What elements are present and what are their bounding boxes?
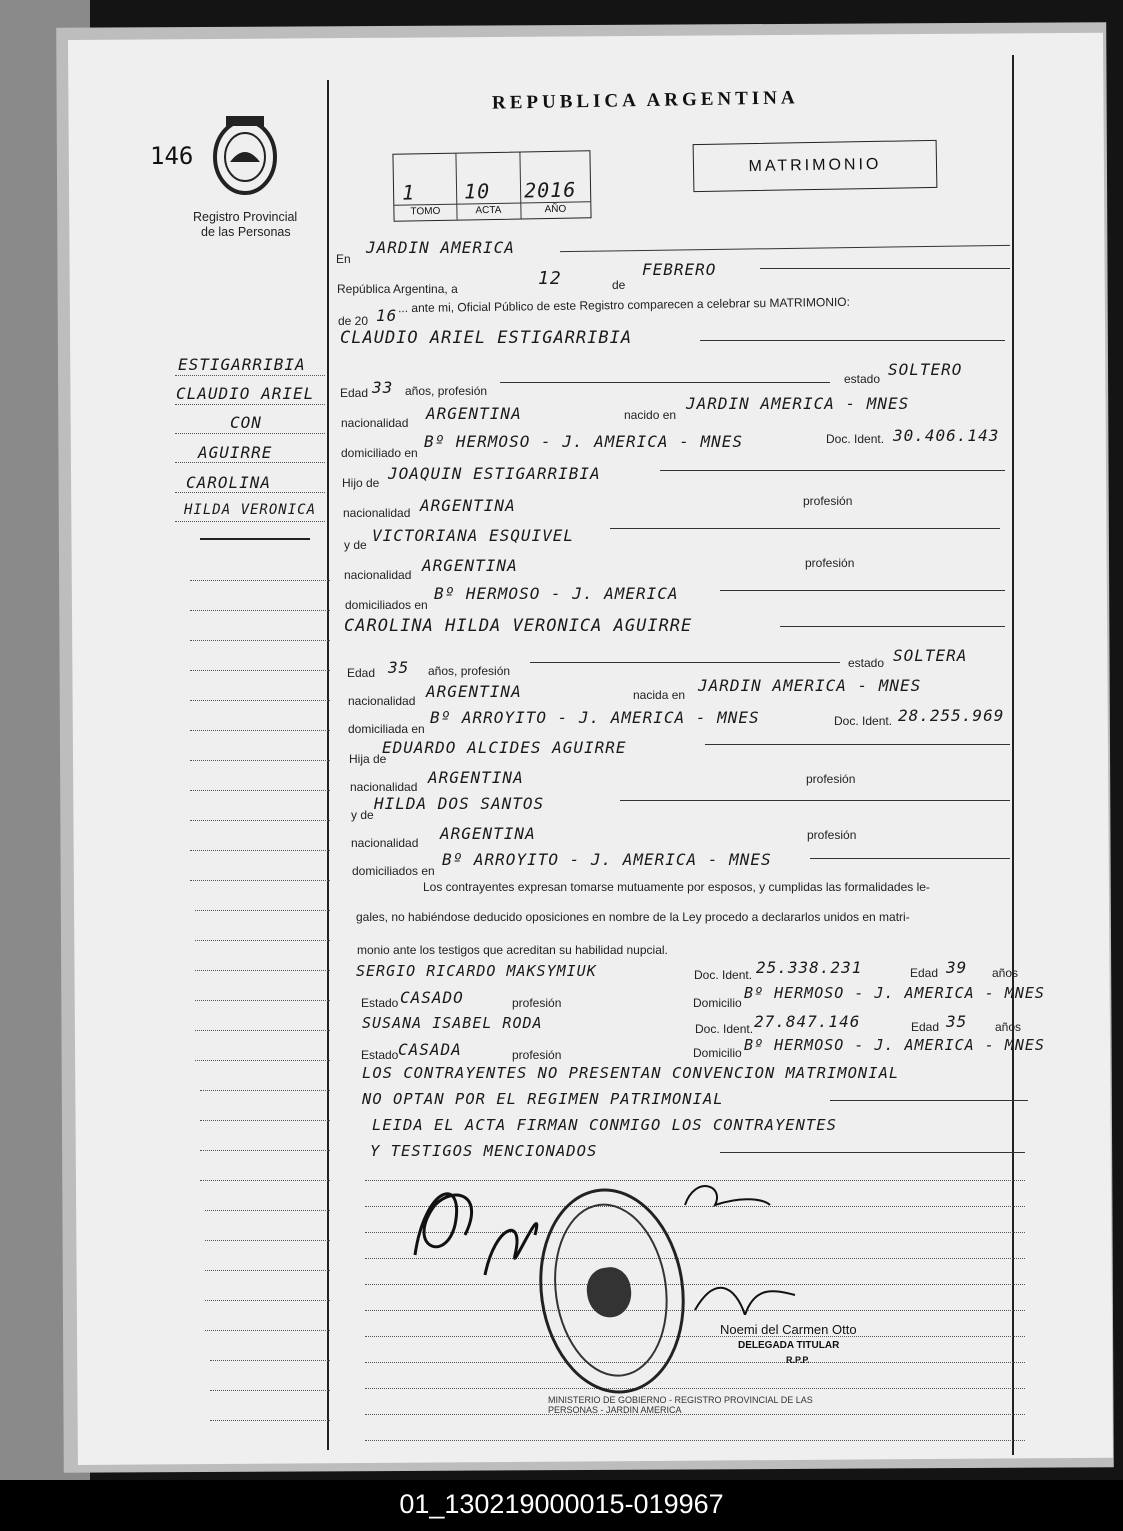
note-line: NO OPTAN POR EL REGIMEN PATRIMONIAL <box>362 1090 724 1108</box>
label-doc-ident: Doc. Ident. <box>826 432 885 446</box>
margin-note-line: HILDA VERONICA <box>184 502 317 518</box>
margin-note-line: ESTIGARRIBIA <box>178 355 306 374</box>
label-profesion: profesión <box>807 828 857 842</box>
year-value: 16 <box>376 306 398 325</box>
margin-note-line: CLAUDIO ARIEL <box>176 384 315 403</box>
label-domiciliados-en: domiciliados en <box>345 598 428 612</box>
label-y-de: y de <box>344 538 367 552</box>
label-de: de <box>612 278 626 292</box>
margin-note-line: CON <box>230 413 262 432</box>
fill-line <box>705 744 1010 745</box>
groom-father-nationality: ARGENTINA <box>420 496 516 515</box>
label-en: En <box>336 252 351 266</box>
witness1-age: 39 <box>946 958 968 977</box>
label-estado-cap: Estado <box>361 1048 399 1062</box>
groom-document: 30.406.143 <box>893 426 1000 445</box>
official-title: DELEGADA TITULAR <box>738 1340 840 1351</box>
witness1-name: SERGIO RICARDO MAKSYMIUK <box>356 962 597 980</box>
fill-line <box>720 1152 1025 1153</box>
bride-document: 28.255.969 <box>898 706 1005 725</box>
day-value: 12 <box>538 268 562 289</box>
fill-line <box>780 626 1005 627</box>
note-line: LEIDA EL ACTA FIRMAN CONMIGO LOS CONTRAYENTES <box>372 1116 837 1134</box>
groom-parents-address: Bº HERMOSO - J. AMERICA <box>434 584 679 603</box>
fill-line <box>720 590 1005 591</box>
label-de-year: de 20 <box>338 314 369 328</box>
witness1-status: CASADO <box>400 988 464 1007</box>
note-line: LOS CONTRAYENTES NO PRESENTAN CONVENCION MATRIMONIAL <box>362 1064 900 1082</box>
declaration-line: Los contrayentes expresan tomarse mutuamente por esposos, y cumplidas las formalidades le- <box>423 880 930 894</box>
label-estado: estado <box>844 372 881 386</box>
label-nacionalidad: nacionalidad <box>343 506 411 520</box>
label-domicilio: Domicilio <box>693 996 742 1010</box>
groom-address: Bº HERMOSO - J. AMERICA - MNES <box>424 432 743 451</box>
registry-name-2: de las Personas <box>201 225 291 239</box>
bride-mother-nationality: ARGENTINA <box>440 824 536 843</box>
act-number-box <box>392 150 591 221</box>
bride-birthplace: JARDIN AMERICA - MNES <box>698 676 922 695</box>
acta-value: 10 <box>463 179 491 204</box>
label-hijo-de: Hijo de <box>342 476 380 490</box>
fill-line <box>530 662 840 663</box>
groom-marital-status: SOLTERO <box>888 360 963 379</box>
provincial-shield-icon <box>208 112 282 198</box>
place-value: JARDIN AMERICA <box>366 238 515 257</box>
label-domiciliados-en: domiciliados en <box>352 864 435 878</box>
witness1-address: Bº HERMOSO - J. AMERICA - MNES <box>744 984 1045 1002</box>
groom-birthplace: JARDIN AMERICA - MNES <box>686 394 910 413</box>
margin-note-underline <box>200 538 310 540</box>
label-comparecen: ... ante mi, Oficial Público de este Registro comparecen a celebrar su MATRIMONIO: <box>397 294 851 316</box>
witness1-document: 25.338.231 <box>756 958 863 977</box>
label-anios-profesion: años, profesión <box>405 384 488 398</box>
label-profesion: profesión <box>806 772 856 786</box>
page-number: 146 <box>150 142 194 170</box>
label-nacionalidad: nacionalidad <box>350 780 418 794</box>
label-nacida-en: nacida en <box>633 688 686 702</box>
bride-father-nationality: ARGENTINA <box>428 768 524 787</box>
stamp-text: MINISTERIO DE GOBIERNO - REGISTRO PROVINCIAL DE LAS PERSONAS - JARDIN AMERICA <box>548 1395 813 1415</box>
margin-note-line: CAROLINA <box>186 473 272 492</box>
declaration-line: gales, no habiéndose deducido oposiciones en nombre de la Ley procedo a declararlos unidos en matri- <box>356 910 910 924</box>
groom-mother: VICTORIANA ESQUIVEL <box>372 526 575 545</box>
label-nacionalidad: nacionalidad <box>348 694 416 708</box>
label-anios: años <box>992 966 1019 980</box>
bride-name: CAROLINA HILDA VERONICA AGUIRRE <box>344 616 693 636</box>
witness2-status: CASADA <box>398 1040 462 1059</box>
official-subtitle: R.P.P. <box>786 1355 810 1365</box>
groom-age: 33 <box>372 378 394 397</box>
official-name: Noemi del Carmen Otto <box>720 1322 857 1337</box>
witness2-age: 35 <box>946 1012 968 1031</box>
bride-address: Bº ARROYITO - J. AMERICA - MNES <box>430 708 760 727</box>
groom-mother-nationality: ARGENTINA <box>422 556 518 575</box>
label-edad: Edad <box>910 966 939 980</box>
label-domiciliado-en: domiciliado en <box>341 446 418 460</box>
witness2-document: 27.847.146 <box>754 1012 861 1031</box>
label-edad: Edad <box>340 386 369 400</box>
month-value: FEBRERO <box>642 260 717 279</box>
bride-parents-address: Bº ARROYITO - J. AMERICA - MNES <box>442 850 772 869</box>
registry-name-1: Registro Provincial <box>193 210 298 224</box>
fill-line <box>760 268 1010 269</box>
fill-line <box>830 1100 1028 1101</box>
label-estado: estado <box>848 656 885 670</box>
witness2-name: SUSANA ISABEL RODA <box>362 1014 543 1032</box>
bride-mother: HILDA DOS SANTOS <box>374 794 545 813</box>
right-border <box>1012 55 1014 1455</box>
act-type-box: MATRIMONIO <box>693 140 938 192</box>
label-profesion: profesión <box>512 1048 562 1062</box>
note-line: Y TESTIGOS MENCIONADOS <box>370 1142 598 1160</box>
label-anios: años <box>995 1020 1022 1034</box>
label-domicilio: Domicilio <box>693 1046 742 1060</box>
margin-note-line: AGUIRRE <box>198 443 273 462</box>
fill-line <box>700 340 1005 341</box>
file-caption: 01_130219000015-019967 <box>0 1480 1123 1531</box>
fill-line <box>660 470 1005 471</box>
label-y-de: y de <box>351 808 374 822</box>
column-divider <box>327 80 329 1450</box>
bride-nationality: ARGENTINA <box>426 682 522 701</box>
groom-nationality: ARGENTINA <box>426 404 522 423</box>
groom-name: CLAUDIO ARIEL ESTIGARRIBIA <box>340 328 633 348</box>
bride-age: 35 <box>388 658 410 677</box>
groom-father: JOAQUIN ESTIGARRIBIA <box>388 464 601 483</box>
tomo-value: 1 <box>401 180 416 205</box>
label-domiciliada-en: domiciliada en <box>348 722 425 736</box>
label-profesion: profesión <box>803 494 853 508</box>
acta-label: ACTA <box>475 204 502 217</box>
label-doc-ident: Doc. Ident. <box>694 968 753 982</box>
bride-marital-status: SOLTERA <box>893 646 968 665</box>
label-edad: Edad <box>347 666 376 680</box>
label-nacido-en: nacido en <box>624 408 677 422</box>
fill-line <box>620 800 1010 801</box>
anio-value: 2016 <box>523 177 577 203</box>
fill-line <box>610 528 1000 529</box>
label-hija-de: Hija de <box>349 752 387 766</box>
label-doc-ident: Doc. Ident. <box>834 714 893 728</box>
bride-father: EDUARDO ALCIDES AGUIRRE <box>382 738 627 757</box>
label-nacionalidad: nacionalidad <box>344 568 412 582</box>
tomo-label: TOMO <box>410 205 441 218</box>
label-republica: República Argentina, a <box>337 282 458 296</box>
label-profesion: profesión <box>805 556 855 570</box>
label-profesion: profesión <box>512 996 562 1010</box>
witness2-address: Bº HERMOSO - J. AMERICA - MNES <box>744 1036 1045 1054</box>
label-estado-cap: Estado <box>361 996 399 1010</box>
country-title: REPUBLICA ARGENTINA <box>491 87 799 114</box>
label-nacionalidad: nacionalidad <box>351 836 419 850</box>
label-nacionalidad: nacionalidad <box>341 416 409 430</box>
anio-label: AÑO <box>544 203 567 216</box>
label-anios-profesion: años, profesión <box>428 664 511 678</box>
label-doc-ident: Doc. Ident. <box>695 1022 754 1036</box>
fill-line <box>810 858 1010 859</box>
declaration-line: monio ante los testigos que acreditan su habilidad nupcial. <box>357 943 668 957</box>
fill-line <box>500 382 830 383</box>
label-edad: Edad <box>911 1020 940 1034</box>
